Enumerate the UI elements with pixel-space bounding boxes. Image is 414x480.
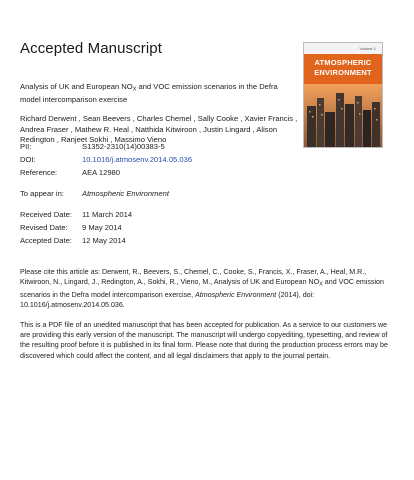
meta-revised-label: Revised Date: [20, 223, 68, 232]
citation-part-3: (2014), doi: 10.1016/j.atmosenv.2014.05.036. [20, 290, 315, 310]
meta-appear [20, 189, 169, 199]
meta-appear-label: To appear in: [20, 189, 64, 198]
cover-skyline-icon [304, 84, 382, 147]
disclaimer-paragraph: This is a PDF file of an unedited manuscript that has been accepted for publication. As a service to our customers we are providing this early version of the manuscript. The manuscript will undergo copyediting, typesetting, and review of the resulting proof before it is published in its final form. Please note that during the production process errors may be discovered which could affect the content, and all legal disclaimers that apply to the journal pertain. [20, 321, 388, 360]
article-title-part-2: and VOC emission scenarios in the Defra model intercomparison exercise [20, 82, 278, 104]
article-authors: Richard Derwent , Sean Beevers , Charles Chemel , Sally Cooke , Xavier Francis , Andrea Fraser , Mathew R. Heal , Natthida Kitwiroon , Justin Lingard , Alison Redington , Ranjeet Sokhi , Massimo Vieno [20, 114, 298, 144]
meta-accepted-label: Accepted Date: [20, 236, 72, 245]
citation-paragraph [20, 267, 395, 310]
meta-received [20, 210, 132, 220]
meta-doi-label: DOI: [20, 155, 36, 164]
citation-subscript: X [319, 281, 323, 288]
article-title [20, 82, 300, 106]
meta-received-value: 11 March 2014 [82, 210, 133, 219]
meta-reference [20, 168, 120, 178]
meta-revised [20, 223, 122, 233]
citation-part-1: Please cite this article as: Derwent, R., Beevers, S., Chemel, C., Cooke, S., Francis, X., Fraser, A., Heal, M.R., Kitwiroon, N., Lingard, J., Redington, A., Sokhi, R., Vieno, M., Analysis of UK and European NO [20, 268, 367, 287]
cover-title-line-2: ENVIRONMENT [314, 68, 372, 77]
meta-reference-label: Reference: [20, 168, 58, 177]
meta-pii-label: PII: [20, 142, 32, 151]
cover-title-line-1: ATMOSPHERIC [314, 58, 372, 67]
citation-journal: Atmospheric Environment [195, 290, 277, 299]
meta-reference-value: AEA 12980 [82, 168, 121, 177]
meta-revised-value: 9 May 2014 [82, 223, 122, 232]
article-title-part-1: Analysis of UK and European NO [20, 82, 133, 91]
page-heading: Accepted Manuscript [20, 40, 162, 57]
article-title-subscript: X [132, 86, 137, 93]
cover-volume: Volume 1 [359, 46, 376, 51]
meta-appear-value: Atmospheric Environment [82, 189, 169, 198]
meta-received-label: Received Date: [20, 210, 72, 219]
meta-accepted-value: 12 May 2014 [82, 236, 126, 245]
meta-accepted [20, 236, 126, 246]
journal-cover [303, 42, 383, 148]
meta-pii-value: S1352-2310(14)00383-5 [82, 142, 165, 151]
meta-pii [20, 142, 165, 152]
doi-link[interactable]: 10.1016/j.atmosenv.2014.05.036 [82, 155, 193, 164]
meta-doi [20, 155, 192, 165]
citation-part-2: and VOC emission scenarios in the Defra model intercomparison exercise, [20, 278, 384, 299]
